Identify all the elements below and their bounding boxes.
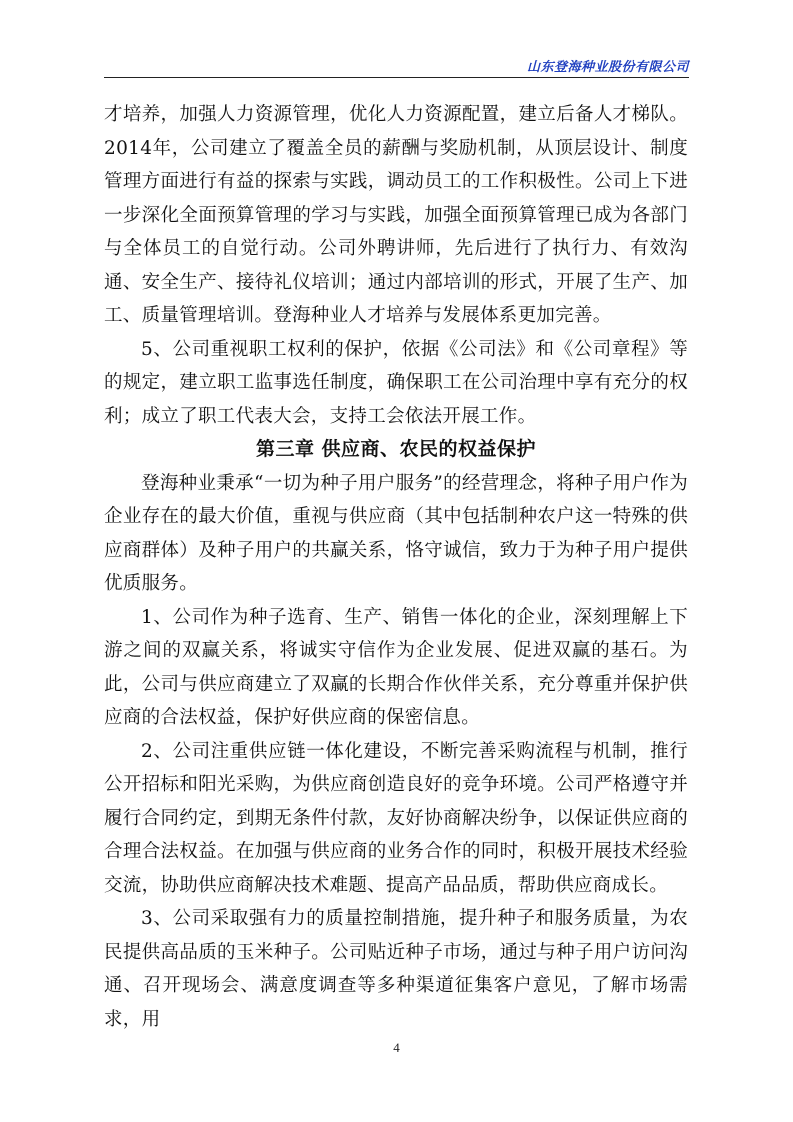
page-number: 4: [393, 1040, 400, 1055]
paragraph-intro: 登海种业秉承“一切为种子用户服务”的经营理念，将种子用户作为企业存在的最大价值，重视与供应商（其中包括制种农户这一特殊的供应商群体）及种子用户的共赢关系，恪守诚信，致力于为种子用户提供优质服务。: [104, 472, 688, 594]
paragraph-employee-rights: 5、公司重视职工权利的保护，依据《公司法》和《公司章程》等的规定，建立职工监事选任制度，确保职工在公司治理中享有充分的权利；成立了职工代表大会，支持工会依法开展工作。: [104, 338, 688, 427]
header-company-name: 山东登海种业股份有限公司: [526, 60, 689, 75]
paragraph-item-1: 1、公司作为种子选育、生产、销售一体化的企业，深刻理解上下游之间的双赢关系，将诚实守信作为企业发展、促进双赢的基石。为此，公司与供应商建立了双赢的长期合作伙伴关系，充分尊重并保护供应商的合法权益，保护好供应商的保密信息。: [104, 606, 688, 728]
paragraph-item-2: 2、公司注重供应链一体化建设，不断完善采购流程与机制，推行公开招标和阳光采购，为供应商创造良好的竞争环境。公司严格遵守并履行合同约定，到期无条件付款，友好协商解决纷争，以保证供应商的合理合法权益。在加强与供应商的业务合作的同时，积极开展技术经验交流，协助供应商解决技术难题、提高产品品质，帮助供应商成长。: [104, 740, 688, 896]
paragraph-item-3: 3、公司采取强有力的质量控制措施，提升种子和服务质量，为农民提供高品质的玉米种子。公司贴近种子市场，通过与种子用户访问沟通、召开现场会、满意度调查等多种渠道征集客户意见，了解市场需求，用: [104, 908, 688, 1030]
chapter-heading: 第三章 供应商、农民的权益保护: [255, 438, 537, 460]
document-body: [104, 98, 688, 1036]
paragraph-continuation: 才培养，加强人力资源管理，优化人力资源配置，建立后备人才梯队。2014年，公司建立了覆盖全员的薪酬与奖励机制，从顶层设计、制度管理方面进行有益的探索与实践，调动员工的工作积极性。公司上下进一步深化全面预算管理的学习与实践，加强全面预算管理已成为各部门与全体员工的自觉行动。公司外聘讲师，先后进行了执行力、有效沟通、安全生产、接待礼仪培训；通过内部培训的形式，开展了生产、加工、质量管理培训。登海种业人才培养与发展体系更加完善。: [104, 104, 688, 326]
header-divider: [104, 77, 689, 78]
